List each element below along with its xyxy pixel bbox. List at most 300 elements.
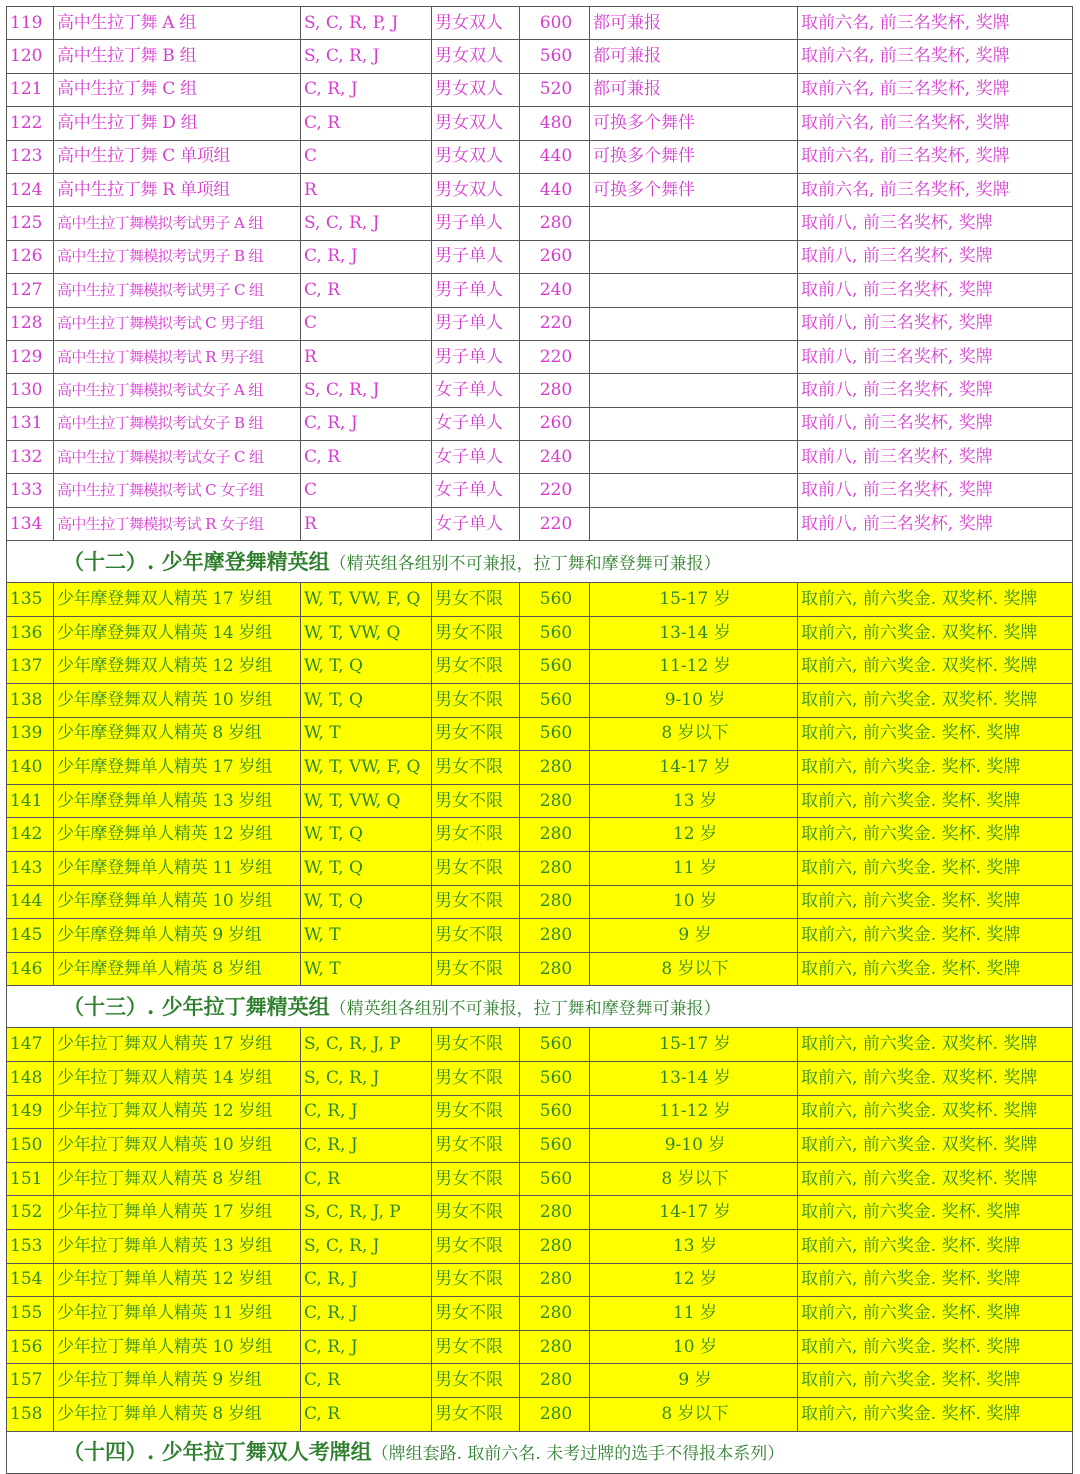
gender: 男女不限 <box>432 1095 520 1129</box>
entry-fee: 280 <box>520 1297 590 1331</box>
row-number: 149 <box>7 1095 54 1129</box>
row-number: 152 <box>7 1196 54 1230</box>
dance-styles: S, C, R, J <box>301 374 432 407</box>
age-range: 12 岁 <box>590 1263 798 1297</box>
table-row <box>7 107 1073 140</box>
table-row <box>7 1129 1073 1163</box>
gender: 男女不限 <box>432 1364 520 1398</box>
table-row <box>7 140 1073 173</box>
award-info: 取前六, 前六奖金. 奖杯. 奖牌 <box>798 1397 1073 1431</box>
award-info: 取前六, 前六奖金. 奖杯. 奖牌 <box>798 1229 1073 1263</box>
award-info: 取前六, 前六奖金. 奖杯. 奖牌 <box>798 784 1073 818</box>
dance-styles: C <box>301 474 432 507</box>
entry-fee: 560 <box>520 1129 590 1163</box>
entry-fee: 240 <box>520 274 590 307</box>
award-info: 取前六名, 前三名奖杯, 奖牌 <box>798 73 1073 106</box>
gender: 男女不限 <box>432 583 520 617</box>
table-row <box>7 507 1073 540</box>
table-row <box>7 7 1073 40</box>
group-name: 高中生拉丁舞模拟考试男子 A 组 <box>54 207 301 240</box>
award-info: 取前六, 前六奖金. 奖杯. 奖牌 <box>798 1330 1073 1364</box>
table-row <box>7 1297 1073 1331</box>
section-cell <box>7 541 1073 583</box>
gender: 男女不限 <box>432 852 520 886</box>
award-info: 取前六, 前六奖金. 双奖杯. 奖牌 <box>798 684 1073 718</box>
section-title: （十二）. 少年摩登舞精英组 <box>63 548 330 574</box>
section-header <box>7 541 1073 583</box>
award-info: 取前六名, 前三名奖杯, 奖牌 <box>798 140 1073 173</box>
row-number: 129 <box>7 340 54 373</box>
row-number: 145 <box>7 919 54 953</box>
gender: 女子单人 <box>432 507 520 540</box>
registration-note: 都可兼报 <box>590 73 798 106</box>
gender: 男子单人 <box>432 274 520 307</box>
table-row <box>7 474 1073 507</box>
age-range: 11-12 岁 <box>590 1095 798 1129</box>
group-name: 高中生拉丁舞 C 单项组 <box>54 140 301 173</box>
entry-fee: 600 <box>520 7 590 40</box>
entry-fee: 560 <box>520 1061 590 1095</box>
gender: 男女不限 <box>432 1263 520 1297</box>
award-info: 取前六, 前六奖金. 奖杯. 奖牌 <box>798 818 1073 852</box>
gender: 男女双人 <box>432 173 520 206</box>
table-body <box>7 7 1073 1474</box>
award-info: 取前六, 前六奖金. 奖杯. 奖牌 <box>798 1263 1073 1297</box>
award-info: 取前八, 前三名奖杯, 奖牌 <box>798 340 1073 373</box>
section-cell <box>7 1431 1073 1473</box>
entry-fee: 280 <box>520 751 590 785</box>
gender: 男女不限 <box>432 952 520 986</box>
row-number: 136 <box>7 616 54 650</box>
group-name: 高中生拉丁舞 D 组 <box>54 107 301 140</box>
dance-styles: W, T <box>301 952 432 986</box>
row-number: 126 <box>7 240 54 273</box>
gender: 女子单人 <box>432 441 520 474</box>
age-range: 14-17 岁 <box>590 751 798 785</box>
entry-fee: 560 <box>520 583 590 617</box>
table-row <box>7 274 1073 307</box>
row-number: 143 <box>7 852 54 886</box>
entry-fee: 280 <box>520 374 590 407</box>
award-info: 取前六, 前六奖金. 双奖杯. 奖牌 <box>798 1028 1073 1062</box>
age-range: 8 岁以下 <box>590 952 798 986</box>
section-cell <box>7 986 1073 1028</box>
dance-styles: R <box>301 340 432 373</box>
group-name: 少年摩登舞单人精英 9 岁组 <box>54 919 301 953</box>
table-row <box>7 684 1073 718</box>
gender: 男女不限 <box>432 1229 520 1263</box>
group-name: 高中生拉丁舞模拟考试 C 女子组 <box>54 474 301 507</box>
dance-styles: W, T <box>301 717 432 751</box>
gender: 男女双人 <box>432 7 520 40</box>
award-info: 取前六, 前六奖金. 奖杯. 奖牌 <box>798 1297 1073 1331</box>
award-info: 取前六, 前六奖金. 奖杯. 奖牌 <box>798 1364 1073 1398</box>
entry-fee: 260 <box>520 407 590 440</box>
group-name: 少年拉丁舞单人精英 11 岁组 <box>54 1297 301 1331</box>
gender: 女子单人 <box>432 407 520 440</box>
gender: 男女不限 <box>432 1061 520 1095</box>
age-range: 12 岁 <box>590 818 798 852</box>
dance-styles: S, C, R, J <box>301 207 432 240</box>
gender: 男女双人 <box>432 140 520 173</box>
group-name: 少年摩登舞双人精英 17 岁组 <box>54 583 301 617</box>
table-row <box>7 717 1073 751</box>
row-number: 131 <box>7 407 54 440</box>
award-info: 取前八, 前三名奖杯, 奖牌 <box>798 441 1073 474</box>
group-name: 少年摩登舞双人精英 8 岁组 <box>54 717 301 751</box>
section-note: （牌组套路. 取前六名. 未考过牌的选手不得报本系列） <box>371 1444 785 1464</box>
entry-fee: 280 <box>520 952 590 986</box>
group-name: 高中生拉丁舞模拟考试女子 B 组 <box>54 407 301 440</box>
gender: 男女不限 <box>432 1196 520 1230</box>
award-info: 取前六, 前六奖金. 奖杯. 奖牌 <box>798 885 1073 919</box>
row-number: 140 <box>7 751 54 785</box>
table-row <box>7 650 1073 684</box>
group-name: 少年拉丁舞单人精英 9 岁组 <box>54 1364 301 1398</box>
dance-styles: C, R, J <box>301 1263 432 1297</box>
dance-styles: C, R <box>301 274 432 307</box>
dance-styles: C, R, J <box>301 407 432 440</box>
group-name: 少年拉丁舞单人精英 13 岁组 <box>54 1229 301 1263</box>
group-name: 少年摩登舞单人精英 17 岁组 <box>54 751 301 785</box>
dance-styles: R <box>301 507 432 540</box>
section-title: （十三）. 少年拉丁舞精英组 <box>63 993 330 1019</box>
group-name: 高中生拉丁舞模拟考试男子 C 组 <box>54 274 301 307</box>
group-name: 少年拉丁舞单人精英 10 岁组 <box>54 1330 301 1364</box>
dance-styles: S, C, R, J <box>301 40 432 73</box>
gender: 男子单人 <box>432 340 520 373</box>
registration-note: 都可兼报 <box>590 7 798 40</box>
entry-fee: 520 <box>520 73 590 106</box>
table-row <box>7 616 1073 650</box>
award-info: 取前六, 前六奖金. 奖杯. 奖牌 <box>798 717 1073 751</box>
dance-styles: C, R <box>301 107 432 140</box>
gender: 男女不限 <box>432 684 520 718</box>
gender: 男女不限 <box>432 818 520 852</box>
gender: 男女不限 <box>432 1162 520 1196</box>
row-number: 134 <box>7 507 54 540</box>
row-number: 120 <box>7 40 54 73</box>
dance-styles: C, R, J <box>301 1297 432 1331</box>
table-row <box>7 1397 1073 1431</box>
row-number: 132 <box>7 441 54 474</box>
entry-fee: 220 <box>520 307 590 340</box>
gender: 男女双人 <box>432 107 520 140</box>
table-row <box>7 1028 1073 1062</box>
group-name: 高中生拉丁舞模拟考试男子 B 组 <box>54 240 301 273</box>
row-number: 142 <box>7 818 54 852</box>
gender: 女子单人 <box>432 374 520 407</box>
group-name: 少年拉丁舞双人精英 8 岁组 <box>54 1162 301 1196</box>
dance-styles: C, R <box>301 441 432 474</box>
table-row <box>7 919 1073 953</box>
gender: 男女双人 <box>432 40 520 73</box>
table-row <box>7 1196 1073 1230</box>
award-info: 取前八, 前三名奖杯, 奖牌 <box>798 240 1073 273</box>
table-row <box>7 1364 1073 1398</box>
dance-styles: C <box>301 140 432 173</box>
entry-fee: 560 <box>520 616 590 650</box>
section-header <box>7 986 1073 1028</box>
award-info: 取前八, 前三名奖杯, 奖牌 <box>798 507 1073 540</box>
entry-fee: 560 <box>520 684 590 718</box>
entry-fee: 280 <box>520 1397 590 1431</box>
age-range: 10 岁 <box>590 885 798 919</box>
entry-fee: 280 <box>520 1196 590 1230</box>
row-number: 155 <box>7 1297 54 1331</box>
age-range: 9-10 岁 <box>590 684 798 718</box>
row-number: 146 <box>7 952 54 986</box>
row-number: 157 <box>7 1364 54 1398</box>
group-name: 少年拉丁舞单人精英 17 岁组 <box>54 1196 301 1230</box>
age-range: 13-14 岁 <box>590 1061 798 1095</box>
dance-styles: S, C, R, P, J <box>301 7 432 40</box>
row-number: 148 <box>7 1061 54 1095</box>
dance-styles: C, R <box>301 1162 432 1196</box>
age-range: 11 岁 <box>590 852 798 886</box>
section-title: （十四）. 少年拉丁舞双人考牌组 <box>63 1439 372 1464</box>
table-row <box>7 407 1073 440</box>
registration-note <box>590 507 798 540</box>
registration-note: 都可兼报 <box>590 40 798 73</box>
age-range: 9-10 岁 <box>590 1129 798 1163</box>
table-row <box>7 340 1073 373</box>
dance-styles: W, T, Q <box>301 885 432 919</box>
entry-fee: 440 <box>520 140 590 173</box>
table-row <box>7 583 1073 617</box>
group-name: 高中生拉丁舞模拟考试 R 男子组 <box>54 340 301 373</box>
group-name: 少年摩登舞单人精英 11 岁组 <box>54 852 301 886</box>
age-range: 8 岁以下 <box>590 1397 798 1431</box>
gender: 男女不限 <box>432 1397 520 1431</box>
group-name: 高中生拉丁舞 B 组 <box>54 40 301 73</box>
dance-styles: W, T <box>301 919 432 953</box>
dance-styles: S, C, R, J, P <box>301 1196 432 1230</box>
registration-note <box>590 407 798 440</box>
age-range: 10 岁 <box>590 1330 798 1364</box>
entry-fee: 440 <box>520 173 590 206</box>
row-number: 154 <box>7 1263 54 1297</box>
entry-fee: 260 <box>520 240 590 273</box>
entry-fee: 560 <box>520 1095 590 1129</box>
row-number: 123 <box>7 140 54 173</box>
group-name: 少年摩登舞双人精英 14 岁组 <box>54 616 301 650</box>
award-info: 取前六名, 前三名奖杯, 奖牌 <box>798 40 1073 73</box>
award-info: 取前六名, 前三名奖杯, 奖牌 <box>798 107 1073 140</box>
registration-note <box>590 307 798 340</box>
age-range: 15-17 岁 <box>590 1028 798 1062</box>
age-range: 14-17 岁 <box>590 1196 798 1230</box>
table-row <box>7 73 1073 106</box>
age-range: 8 岁以下 <box>590 1162 798 1196</box>
registration-note <box>590 274 798 307</box>
award-info: 取前八, 前三名奖杯, 奖牌 <box>798 274 1073 307</box>
row-number: 135 <box>7 583 54 617</box>
entry-fee: 280 <box>520 852 590 886</box>
row-number: 127 <box>7 274 54 307</box>
table-row <box>7 784 1073 818</box>
award-info: 取前六, 前六奖金. 奖杯. 奖牌 <box>798 852 1073 886</box>
award-info: 取前八, 前三名奖杯, 奖牌 <box>798 207 1073 240</box>
table-row <box>7 240 1073 273</box>
table-row <box>7 441 1073 474</box>
award-info: 取前六, 前六奖金. 双奖杯. 奖牌 <box>798 1095 1073 1129</box>
age-range: 11-12 岁 <box>590 650 798 684</box>
award-info: 取前八, 前三名奖杯, 奖牌 <box>798 374 1073 407</box>
entry-fee: 220 <box>520 340 590 373</box>
entry-fee: 560 <box>520 717 590 751</box>
group-name: 高中生拉丁舞 C 组 <box>54 73 301 106</box>
table-row <box>7 374 1073 407</box>
dance-styles: C, R, J <box>301 1330 432 1364</box>
award-info: 取前八, 前三名奖杯, 奖牌 <box>798 474 1073 507</box>
group-name: 少年摩登舞单人精英 12 岁组 <box>54 818 301 852</box>
group-name: 少年拉丁舞单人精英 8 岁组 <box>54 1397 301 1431</box>
entry-fee: 480 <box>520 107 590 140</box>
gender: 男女不限 <box>432 650 520 684</box>
row-number: 121 <box>7 73 54 106</box>
dance-styles: S, C, R, J, P <box>301 1028 432 1062</box>
award-info: 取前六名, 前三名奖杯, 奖牌 <box>798 173 1073 206</box>
row-number: 139 <box>7 717 54 751</box>
entry-fee: 280 <box>520 1263 590 1297</box>
entry-fee: 560 <box>520 1162 590 1196</box>
dance-styles: C, R <box>301 1364 432 1398</box>
age-range: 13 岁 <box>590 784 798 818</box>
gender: 男女不限 <box>432 1129 520 1163</box>
gender: 男女不限 <box>432 1297 520 1331</box>
dance-styles: W, T, Q <box>301 818 432 852</box>
gender: 男女不限 <box>432 784 520 818</box>
dance-styles: C, R, J <box>301 240 432 273</box>
age-range: 15-17 岁 <box>590 583 798 617</box>
age-range: 13-14 岁 <box>590 616 798 650</box>
group-name: 高中生拉丁舞模拟考试女子 A 组 <box>54 374 301 407</box>
dance-styles: W, T, VW, F, Q <box>301 751 432 785</box>
row-number: 137 <box>7 650 54 684</box>
dance-styles: W, T, VW, Q <box>301 616 432 650</box>
table-row <box>7 818 1073 852</box>
competition-table <box>6 6 1073 1474</box>
award-info: 取前六, 前六奖金. 奖杯. 奖牌 <box>798 952 1073 986</box>
entry-fee: 280 <box>520 818 590 852</box>
group-name: 高中生拉丁舞模拟考试女子 C 组 <box>54 441 301 474</box>
registration-note <box>590 441 798 474</box>
row-number: 125 <box>7 207 54 240</box>
gender: 男女不限 <box>432 616 520 650</box>
row-number: 156 <box>7 1330 54 1364</box>
gender: 男女不限 <box>432 1330 520 1364</box>
age-range: 9 岁 <box>590 1364 798 1398</box>
dance-styles: W, T, Q <box>301 852 432 886</box>
dance-styles: W, T, Q <box>301 684 432 718</box>
dance-styles: C, R <box>301 1397 432 1431</box>
gender: 男女不限 <box>432 919 520 953</box>
gender: 男子单人 <box>432 207 520 240</box>
entry-fee: 240 <box>520 441 590 474</box>
group-name: 高中生拉丁舞模拟考试 R 女子组 <box>54 507 301 540</box>
award-info: 取前八, 前三名奖杯, 奖牌 <box>798 307 1073 340</box>
gender: 女子单人 <box>432 474 520 507</box>
table-row <box>7 1229 1073 1263</box>
award-info: 取前六, 前六奖金. 双奖杯. 奖牌 <box>798 650 1073 684</box>
entry-fee: 220 <box>520 474 590 507</box>
award-info: 取前六, 前六奖金. 双奖杯. 奖牌 <box>798 1061 1073 1095</box>
table-row <box>7 40 1073 73</box>
age-range: 9 岁 <box>590 919 798 953</box>
dance-styles: S, C, R, J <box>301 1061 432 1095</box>
entry-fee: 280 <box>520 784 590 818</box>
table-row <box>7 952 1073 986</box>
registration-note <box>590 374 798 407</box>
group-name: 少年拉丁舞双人精英 17 岁组 <box>54 1028 301 1062</box>
group-name: 少年摩登舞双人精英 12 岁组 <box>54 650 301 684</box>
row-number: 151 <box>7 1162 54 1196</box>
award-info: 取前六, 前六奖金. 奖杯. 奖牌 <box>798 919 1073 953</box>
section-note: （精英组各组别不可兼报，拉丁舞和摩登舞可兼报） <box>329 553 721 574</box>
registration-note <box>590 474 798 507</box>
row-number: 124 <box>7 173 54 206</box>
group-name: 高中生拉丁舞 R 单项组 <box>54 173 301 206</box>
row-number: 119 <box>7 7 54 40</box>
group-name: 少年拉丁舞双人精英 10 岁组 <box>54 1129 301 1163</box>
dance-styles: C, R, J <box>301 73 432 106</box>
row-number: 147 <box>7 1028 54 1062</box>
award-info: 取前六, 前六奖金. 奖杯. 奖牌 <box>798 1196 1073 1230</box>
award-info: 取前六, 前六奖金. 双奖杯. 奖牌 <box>798 1162 1073 1196</box>
entry-fee: 560 <box>520 1028 590 1062</box>
gender: 男子单人 <box>432 240 520 273</box>
dance-styles: W, T, Q <box>301 650 432 684</box>
table-row <box>7 1061 1073 1095</box>
registration-note <box>590 340 798 373</box>
row-number: 153 <box>7 1229 54 1263</box>
award-info: 取前六, 前六奖金. 奖杯. 奖牌 <box>798 751 1073 785</box>
section-note: （精英组各组别不可兼报，拉丁舞和摩登舞可兼报） <box>329 998 721 1019</box>
table-row <box>7 173 1073 206</box>
group-name: 高中生拉丁舞 A 组 <box>54 7 301 40</box>
award-info: 取前八, 前三名奖杯, 奖牌 <box>798 407 1073 440</box>
age-range: 8 岁以下 <box>590 717 798 751</box>
registration-note: 可换多个舞伴 <box>590 140 798 173</box>
award-info: 取前六名, 前三名奖杯, 奖牌 <box>798 7 1073 40</box>
dance-styles: C, R, J <box>301 1095 432 1129</box>
registration-note <box>590 240 798 273</box>
gender: 男女不限 <box>432 1028 520 1062</box>
dance-styles: W, T, VW, F, Q <box>301 583 432 617</box>
dance-styles: C, R, J <box>301 1129 432 1163</box>
table-row <box>7 751 1073 785</box>
table-row <box>7 885 1073 919</box>
group-name: 少年摩登舞单人精英 13 岁组 <box>54 784 301 818</box>
table-row <box>7 1162 1073 1196</box>
registration-note: 可换多个舞伴 <box>590 107 798 140</box>
age-range: 11 岁 <box>590 1297 798 1331</box>
table-row <box>7 852 1073 886</box>
award-info: 取前六, 前六奖金. 双奖杯. 奖牌 <box>798 616 1073 650</box>
group-name: 高中生拉丁舞模拟考试 C 男子组 <box>54 307 301 340</box>
group-name: 少年摩登舞单人精英 10 岁组 <box>54 885 301 919</box>
group-name: 少年摩登舞单人精英 8 岁组 <box>54 952 301 986</box>
row-number: 150 <box>7 1129 54 1163</box>
row-number: 128 <box>7 307 54 340</box>
row-number: 141 <box>7 784 54 818</box>
row-number: 130 <box>7 374 54 407</box>
registration-note: 可换多个舞伴 <box>590 173 798 206</box>
entry-fee: 280 <box>520 919 590 953</box>
group-name: 少年拉丁舞双人精英 12 岁组 <box>54 1095 301 1129</box>
entry-fee: 560 <box>520 650 590 684</box>
